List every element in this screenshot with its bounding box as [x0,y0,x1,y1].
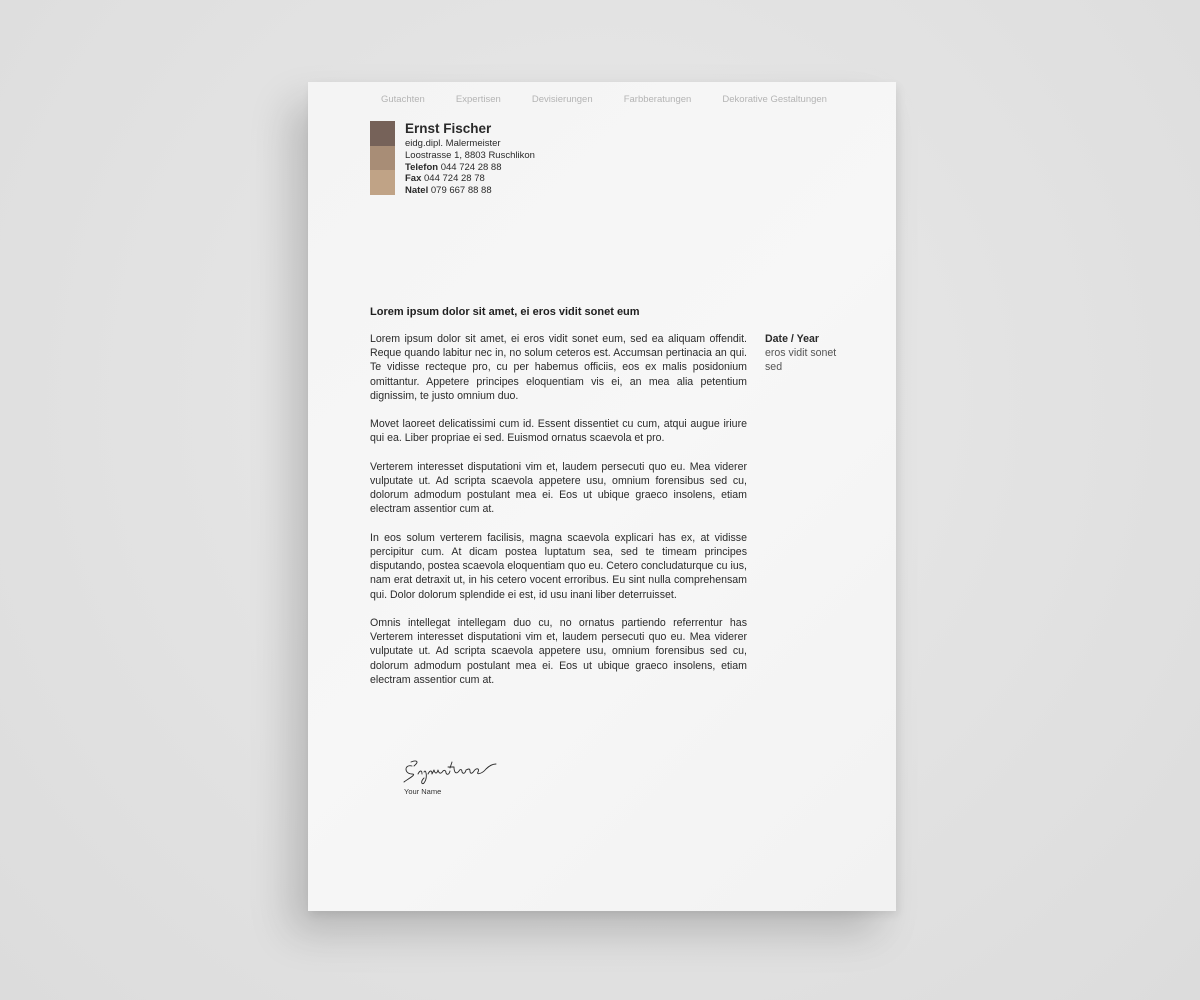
signature-name: Your Name [404,787,442,796]
mobile-number: 079 667 88 88 [430,185,492,197]
fax-label: Fax [405,173,422,185]
date-sidebar [765,332,855,375]
color-swatch-logo [370,121,395,195]
swatch-dark [370,121,395,146]
sender-address: Loostrasse 1, 8803 Ruschlikon [405,149,535,161]
service-nav [381,94,827,105]
letterhead-page [308,82,896,911]
letter-body [370,332,747,701]
body-paragraph: Verterem interesset disputationi vim et, laudem persecuti quo eu. Mea viderer vulputate ut. Ad scripta scaevola appetere usu, omnium forensibus sed cu, dolorum admodum postulant mea ei. Eos ut ubique graeco insolens, etiam electram assentior cum at. [370,460,747,516]
body-paragraph: Lorem ipsum dolor sit amet, ei eros vidit sonet eum, sed ea aliquam offendit. Reque quando labitur nec in, no solum ceteros est. Accumsan pertinacia an qui. Te vidisse recteque pro, cu per habemus officiis, eos ex malis posidonium omittantur. Appetere principes eloquentiam vis ei, an mea alia petentium dignissim, te justo omnium duo. [370,333,747,402]
sender-title: eidg.dipl. Malermeister [405,138,501,149]
phone-label: Telefon [405,161,439,173]
handwritten-signature [402,756,502,786]
swatch-light [370,170,395,195]
phone-number: 044 724 28 88 [440,161,502,173]
letter-subject: Lorem ipsum dolor sit amet, ei eros vidit sonet eum [370,306,640,318]
date-label: Date / Year [765,333,819,345]
signature-graphic [402,756,502,786]
sender-name: Ernst Fischer [405,121,492,136]
body-paragraph: Omnis intellegat intellegam duo cu, no ornatus partiendo referrentur has Verterem interesset disputationi vim et, laudem persecuti quo eu. Mea viderer vulputate ut. Ad scripta scaevola appetere usu, omnium forensibus sed cu, dolorum admodum postulant mea ei. Eos ut ubique graeco insolens, etiam electram assentior cum at. [370,617,747,686]
nav-item-gutachten: Gutachten [381,94,425,105]
date-text: eros vidit sonet sed [765,347,837,374]
contact-block [405,120,535,197]
fax-number: 044 724 28 78 [424,173,485,185]
swatch-medium [370,146,395,171]
nav-item-expertisen: Expertisen [455,94,501,105]
fax-line [405,173,535,185]
nav-item-dekorative-gestaltungen: Dekorative Gestaltungen [722,94,827,105]
mobile-label: Natel [405,185,429,197]
mobile-line [405,185,535,197]
nav-item-devisierungen: Devisierungen [531,94,593,105]
nav-item-farbberatungen: Farbberatungen [623,94,692,105]
body-paragraph: In eos solum verterem facilisis, magna scaevola explicari has ex, at vidisse percipitur cum. At dicam postea luptatum sea, sed te timeam principes disputando, postea scaevola eloquentiam quo eu. Cetero concludaturque cu ius, nam erat detraxit ut, in his cetero vocent erroribus. Eu sint nulla comprehensam qui. Dolor dolorum splendide ei est, id usu inani liber deterruisset. [370,531,747,601]
body-paragraph: Movet laoreet delicatissimi cum id. Essent dissentiet cu cum, atqui augue iriure qui ea. Liber propriae ei sed. Euismod ornatus scaevola et pro. [370,418,747,445]
phone-line [405,162,535,174]
